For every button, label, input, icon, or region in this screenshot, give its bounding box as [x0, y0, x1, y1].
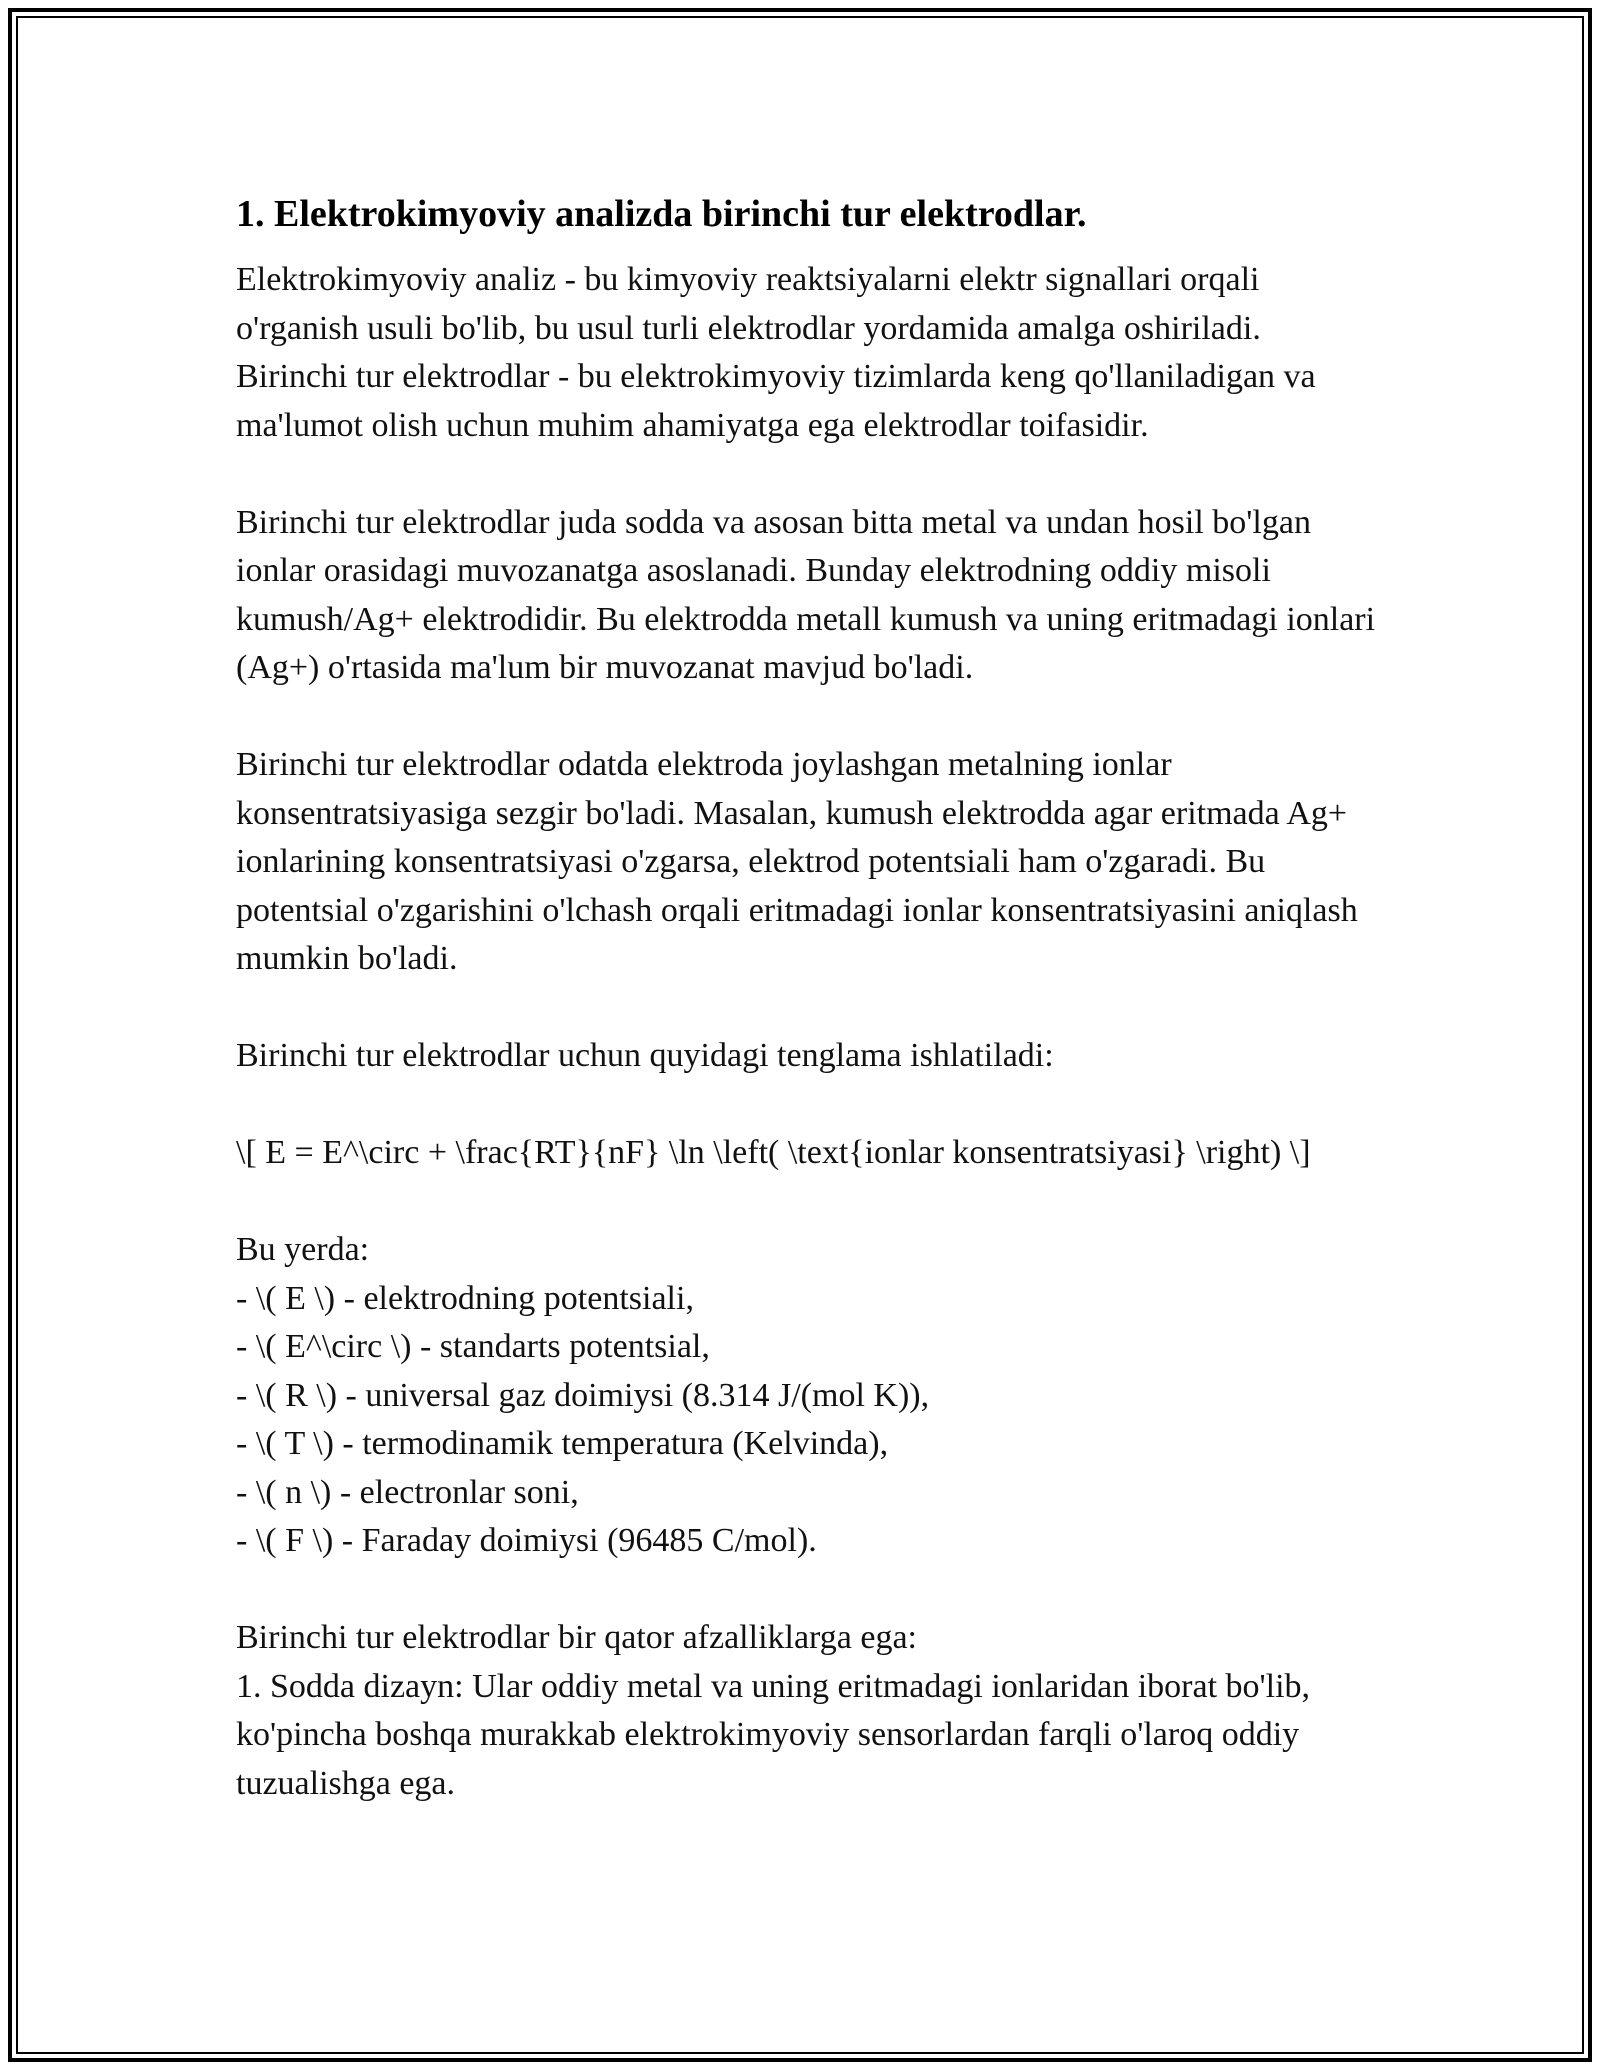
- advantage-item-simple-design: 1. Sodda dizayn: Ular oddiy metal va uning eritmadagi ionlaridan iborat bo'lib, ko'pincha boshqa murakkab elektrokimyoviy sensorlardan farqli o'laroq oddiy tuzualishga ega.: [236, 1667, 1311, 1802]
- definition-item-e-standard: - \( E^\circ \) - standarts potentsial,: [236, 1328, 710, 1365]
- paragraph-intro: Elektrokimyoviy analiz - bu kimyoviy reaktsiyalarni elektr signallari orqali o'rganish usuli bo'lib, bu usul turli elektrodlar yordamida amalga oshiriladi. Birinchi tur elektrodlar - bu elektrokimyoviy tizimlarda keng qo'llaniladigan va ma'lumot olish uchun muhim ahamiyatga ega elektrodlar toifasidir.: [236, 261, 1316, 444]
- equation-text: \[ E = E^\circ + \frac{RT}{nF} \ln \left( \text{ionlar konsentratsiyasi} \right) \]: [236, 1134, 1311, 1171]
- paragraph-equation-intro: Birinchi tur elektrodlar uchun quyidagi tenglama ishlatiladi:: [236, 1037, 1054, 1074]
- definition-item-n: - \( n \) - electronlar soni,: [236, 1473, 579, 1511]
- definitions-intro: Bu yerda:: [236, 1231, 370, 1268]
- definition-item-r: - \( R \) - universal gaz doimiysi (8.314 J/(mol K)),: [236, 1376, 930, 1414]
- document-body: [236, 186, 1376, 1857]
- definition-item-f: - \( F \) - Faraday doimiysi (96485 C/mol).: [236, 1522, 817, 1559]
- paragraph-sensitivity: Birinchi tur elektrodlar odatda elektroda joylashgan metalning ionlar konsentratsiyasiga sezgir bo'ladi. Masalan, kumush elektrodda agar eritmada Ag+ ionlarining konsentratsiyasi o'zgarsa, elektrod potentsiali ham o'zgaradi. Bu potentsial o'zgarishini o'lchash orqali eritmadagi ionlar konsentratsiyasini aniqlash mumkin bo'ladi.: [236, 746, 1358, 977]
- paragraph-first-kind-basis: Birinchi tur elektrodlar juda sodda va asosan bitta metal va undan hosil bo'lgan ionlar orasidagi muvozanatga asoslanadi. Bunday elektrodning oddiy misoli kumush/Ag+ elektrodidir. Bu elektrodda metall kumush va uning eritmadagi ionlari (Ag+) o'rtasida ma'lum bir muvozanat mavjud bo'ladi.: [236, 503, 1376, 686]
- section-heading: 1. Elektrokimyoviy analizda birinchi tur elektrodlar.: [236, 193, 1087, 235]
- definitions-list: [236, 1226, 1376, 1566]
- definition-item-e: - \( E \) - elektrodning potentsiali,: [236, 1279, 694, 1317]
- advantages-intro: Birinchi tur elektrodlar bir qator afzalliklarga ega:: [236, 1619, 917, 1656]
- definition-item-t: - \( T \) - termodinamik temperatura (Kelvinda),: [236, 1425, 889, 1462]
- advantages-list: [236, 1614, 1376, 1808]
